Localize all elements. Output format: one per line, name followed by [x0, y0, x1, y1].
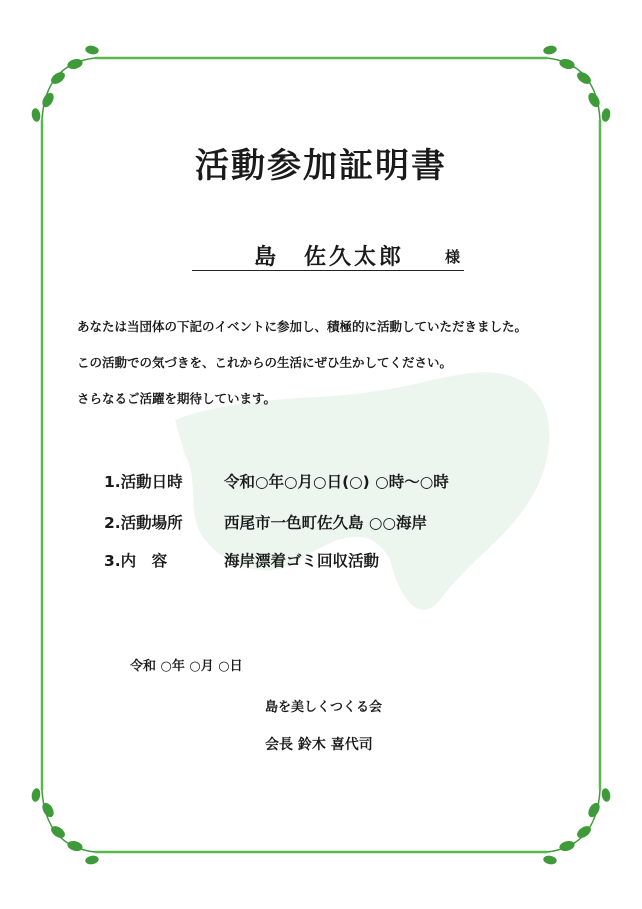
- vine-bottom-right: [543, 788, 610, 864]
- vine-top-left: [32, 46, 99, 122]
- detail-datetime: [104, 470, 449, 492]
- certificate-title: 活動参加証明書: [195, 146, 447, 186]
- message-line-3: さらなるご活躍を期待しています。: [77, 391, 277, 406]
- message-line-2: この活動での気づきを、これからの生活にぜひ生かしてください。: [77, 355, 453, 370]
- detail-datetime-label: 1.活動日時: [104, 473, 183, 491]
- detail-location-label: 2.活動場所: [104, 514, 183, 532]
- organization-name: 島を美しくつくる会: [265, 700, 383, 715]
- detail-content-value: 海岸漂着ゴミ回収活動: [224, 552, 380, 570]
- vine-top-right: [543, 46, 610, 122]
- recipient-name: 島 佐久太郎: [254, 245, 405, 270]
- detail-location-value: 西尾市一色町佐久島 ○○海岸: [224, 514, 427, 532]
- vine-bottom-left: [32, 788, 99, 864]
- detail-datetime-value: 令和○年○月○日(○) ○時～○時: [224, 473, 449, 491]
- message-line-1: あなたは当団体の下記のイベントに参加し、積極的に活動していただきました。: [77, 319, 528, 334]
- detail-content-label: 3.内 容: [104, 552, 168, 570]
- recipient-honorific: 様: [444, 248, 460, 266]
- detail-location: [104, 511, 427, 533]
- recipient-line: [192, 240, 464, 271]
- signatory-name: 会長 鈴木 喜代司: [265, 737, 373, 753]
- issue-date: 令和 ○年 ○月 ○日: [130, 659, 243, 674]
- detail-content: [104, 549, 379, 571]
